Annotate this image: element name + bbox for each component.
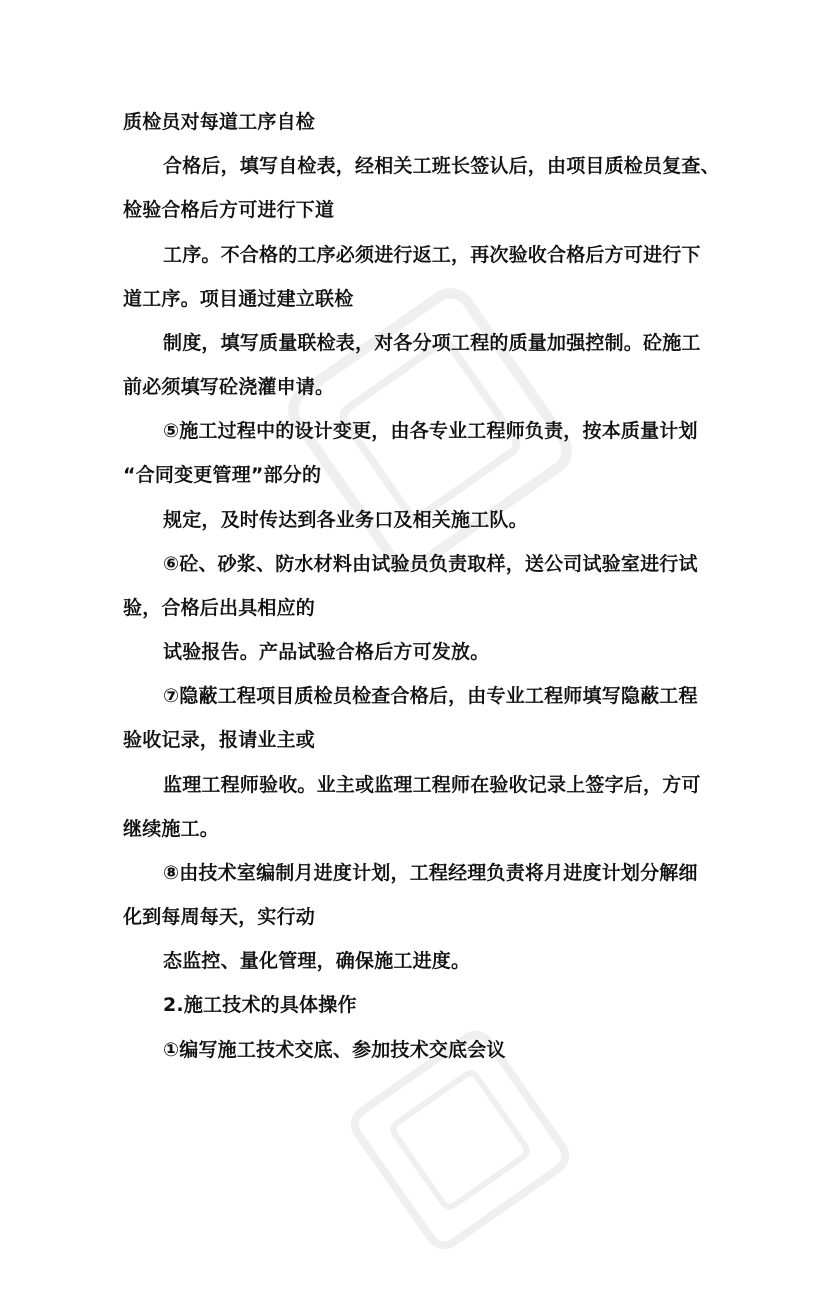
text-line-6: 制度，填写质量联检表，对各分项工程的质量加强控制。砼施工 (163, 332, 701, 354)
section-heading: 2.施工技术的具体操作 (163, 994, 357, 1016)
text-line-5: 道工序。项目通过建立联检 (123, 288, 354, 310)
text-line-1: 质检员对每道工序自检 (123, 111, 316, 133)
text-line-2: 合格后，填写自检表，经相关工班长签认后，由项目质检员复查、 (163, 155, 720, 177)
text-line-19: 化到每周每天，实行动 (123, 906, 316, 928)
text-line-20: 态监控、量化管理，确保施工进度。 (163, 950, 471, 972)
text-line-8: ⑤施工过程中的设计变更，由各专业工程师负责，按本质量计划 (163, 420, 698, 442)
text-line-14: ⑦隐蔽工程项目质检员检查合格后，由专业工程师填写隐蔽工程 (163, 685, 698, 707)
text-line-4: 工序。不合格的工序必须进行返工，再次验收合格后方可进行下 (163, 244, 701, 266)
text-line-13: 试验报告。产品试验合格后方可发放。 (163, 641, 490, 663)
text-line-9: “合同变更管理”部分的 (123, 464, 322, 486)
text-line-11: ⑥砼、砂浆、防水材料由试验员负责取样，送公司试验室进行试 (163, 553, 698, 575)
text-line-18: ⑧由技术室编制月进度计划，工程经理负责将月进度计划分解细 (163, 862, 698, 884)
text-line-17: 继续施工。 (123, 818, 220, 840)
text-line-22: ①编写施工技术交底、参加技术交底会议 (163, 1039, 506, 1061)
text-line-3: 检验合格后方可进行下道 (123, 199, 335, 221)
watermark-logo-bottom (296, 984, 624, 1296)
text-line-7: 前必须填写砼浇灌申请。 (123, 376, 335, 398)
text-line-16: 监理工程师验收。业主或监理工程师在验收记录上签字后，方可 (163, 774, 701, 796)
text-line-12: 验，合格后出具相应的 (123, 597, 316, 619)
text-line-10: 规定，及时传达到各业务口及相关施工队。 (163, 509, 528, 531)
text-line-15: 验收记录，报请业主或 (123, 729, 316, 751)
